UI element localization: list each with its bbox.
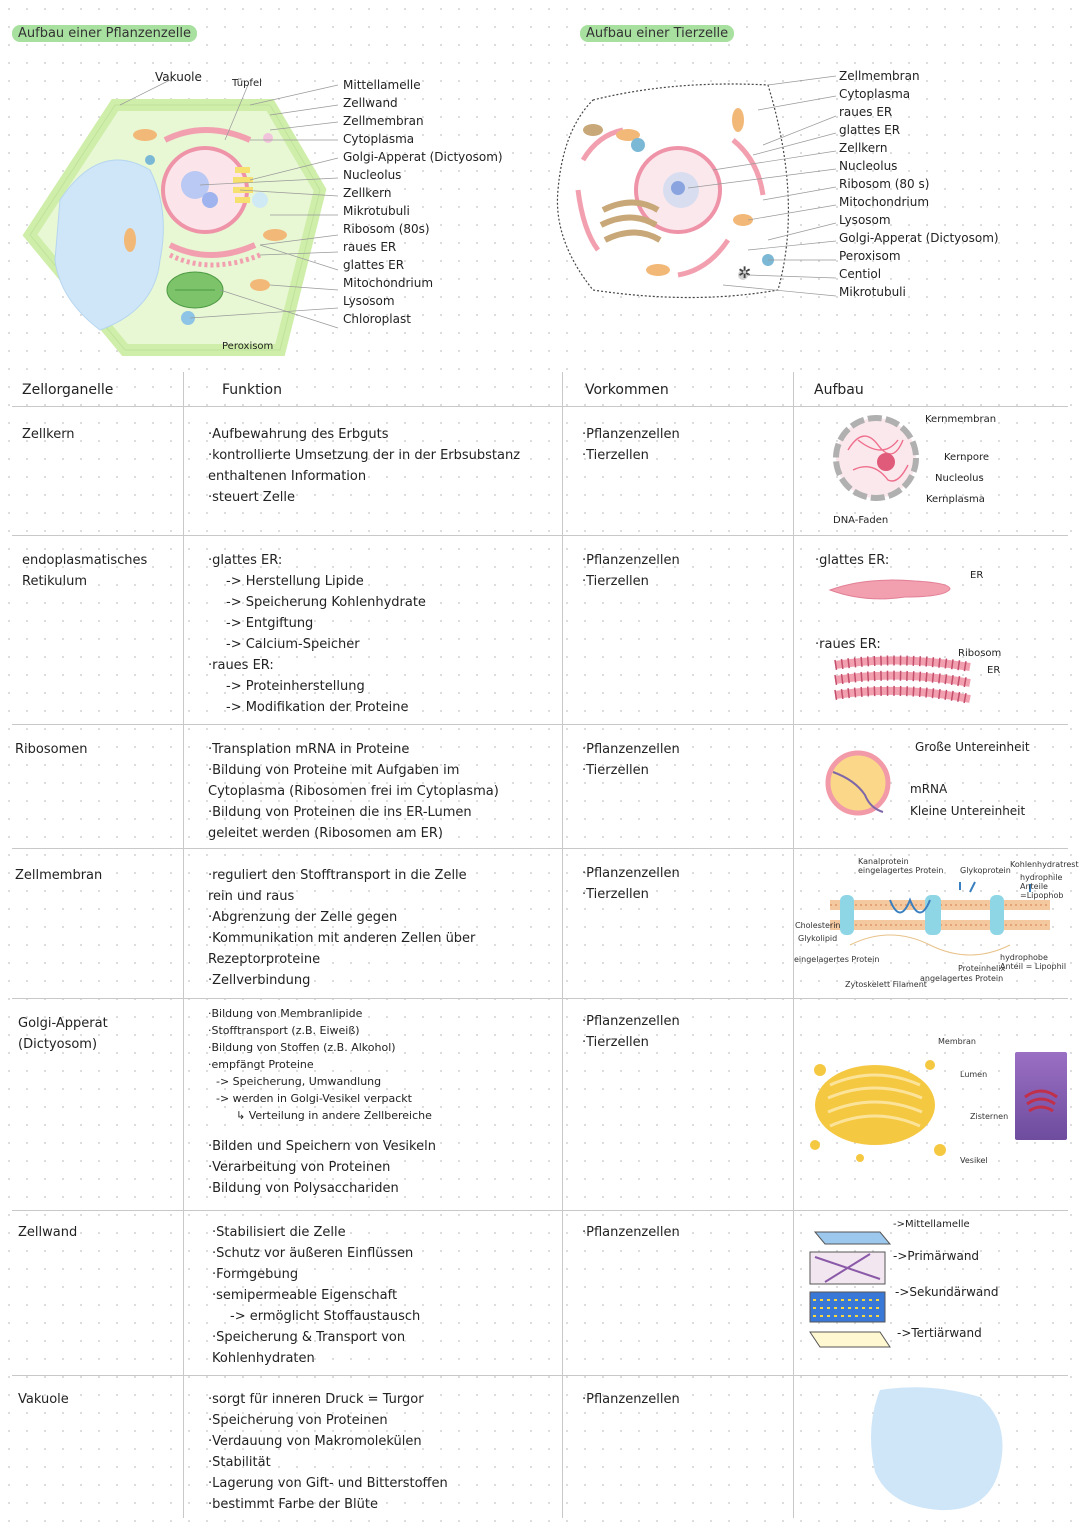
occurrence-item: ·Pflanzenzellen	[582, 866, 680, 881]
svg-text:✲: ✲	[738, 263, 752, 282]
occurrence-item: ·Tierzellen	[582, 1035, 649, 1050]
row-divider	[12, 848, 1068, 849]
row-divider	[12, 406, 1068, 407]
animal-label: Lysosom	[839, 213, 891, 227]
aufbau-label: ->Mittellamelle	[893, 1219, 970, 1230]
function-item: ·Speicherung von Proteinen	[208, 1413, 388, 1428]
function-item: -> ermöglicht Stoffaustausch	[230, 1309, 421, 1324]
function-item: ·Abgrenzung der Zelle gegen	[208, 910, 398, 925]
function-item: ·Bildung von Polysacchariden	[208, 1181, 399, 1196]
column-divider	[793, 372, 794, 1518]
function-item: ·Speicherung & Transport von	[212, 1330, 406, 1345]
plant-label: Zellwand	[343, 96, 398, 110]
aufbau-label: Lumen	[960, 1070, 988, 1079]
function-item: ·reguliert den Stofftransport in die Zelle	[208, 868, 467, 883]
plant-label: Mitochondrium	[343, 276, 434, 290]
aufbau-label: hydrophobe Anteil = Lipophil	[1000, 953, 1067, 971]
function-item: ·Bildung von Proteine mit Aufgaben im	[208, 763, 460, 778]
function-item: Cytoplasma (Ribosomen frei im Cytoplasma)	[208, 784, 499, 799]
header-zellorganelle: Zellorganelle	[22, 382, 114, 398]
label-peroxisom: Peroxisom	[222, 341, 274, 352]
header-aufbau: Aufbau	[814, 382, 864, 398]
aufbau-label: Proteinhelix	[958, 964, 1006, 973]
aufbau-label: Kanalprotein	[858, 857, 909, 866]
function-item: ·Bildung von Proteinen die ins ER-Lumen	[208, 805, 472, 820]
function-item: ·Schutz vor äußeren Einflüssen	[212, 1246, 414, 1261]
animal-label: Golgi-Apperat (Dictyosom)	[839, 231, 999, 245]
function-item: ·Bildung von Stoffen (z.B. Alkohol)	[208, 1041, 396, 1054]
aufbau-label: eingelagertes Protein	[858, 866, 944, 875]
function-item: Rezeptorproteine	[208, 952, 321, 967]
row-divider	[12, 1375, 1068, 1376]
organelle-name: Vakuole	[18, 1392, 69, 1407]
occurrence-item: ·Tierzellen	[582, 763, 649, 778]
function-list	[212, 1222, 420, 1369]
occurrence-item: ·Pflanzenzellen	[582, 1225, 680, 1240]
function-list	[208, 865, 475, 991]
aufbau-label: ·raues ER:	[815, 637, 881, 652]
function-item: ·Bilden und Speichern von Vesikeln	[208, 1139, 436, 1154]
organelle-name: Zellwand	[18, 1225, 78, 1240]
occurrence-list	[582, 1389, 680, 1410]
aufbau-label: Cholesterin	[795, 921, 841, 930]
animal-label: Zellkern	[839, 141, 888, 155]
aufbau-label: Nucleolus	[935, 473, 984, 484]
function-list	[208, 550, 426, 718]
occurrence-item: ·Tierzellen	[582, 574, 649, 589]
aufbau-label: ->Primärwand	[893, 1249, 980, 1263]
animal-label: glattes ER	[839, 123, 901, 137]
function-item: Kohlenhydraten	[212, 1351, 315, 1366]
function-item: rein und raus	[208, 889, 295, 904]
animal-label: Cytoplasma	[839, 87, 911, 101]
function-item: ·empfängt Proteine	[208, 1058, 314, 1071]
function-item: -> Speicherung Kohlenhydrate	[226, 595, 426, 610]
plant-label: Golgi-Apperat (Dictyosom)	[343, 150, 503, 164]
function-item: -> Proteinherstellung	[226, 679, 365, 694]
function-item: ·semipermeable Eigenschaft	[212, 1288, 398, 1303]
aufbau-label: ER	[987, 665, 1001, 676]
occurrence-item: ·Tierzellen	[582, 887, 649, 902]
function-list	[208, 1389, 448, 1515]
function-item: -> Calcium-Speicher	[226, 637, 360, 652]
animal-cell-title: Aufbau einer Tierzelle	[580, 25, 734, 42]
aufbau-label: Kernpore	[944, 452, 989, 463]
occurrence-list	[582, 424, 680, 466]
function-item: ·Lagerung von Gift- und Bitterstoffen	[208, 1476, 448, 1491]
function-list	[208, 424, 520, 508]
nucleus-illustration	[828, 410, 928, 510]
function-item: -> werden in Golgi-Vesikel verpackt	[216, 1092, 412, 1105]
animal-label: Ribosom (80 s)	[839, 177, 930, 191]
golgi-reference-image	[1015, 1052, 1067, 1140]
function-item: geleitet werden (Ribosomen am ER)	[208, 826, 443, 841]
function-item: ·Verdauung von Makromolekülen	[208, 1434, 422, 1449]
function-item: ·raues ER:	[208, 658, 274, 673]
function-item: ·Aufbewahrung des Erbguts	[208, 427, 389, 442]
aufbau-label: Vesikel	[960, 1156, 988, 1165]
aufbau-label: angelagertes Protein	[920, 974, 1004, 983]
aufbau-label: ER	[970, 570, 984, 581]
function-item: ·glattes ER:	[208, 553, 283, 568]
function-item: ·Kommunikation mit anderen Zellen über	[208, 931, 476, 946]
animal-label: raues ER	[839, 105, 893, 119]
aufbau-label: Glykoprotein	[960, 866, 1011, 875]
function-item: ·Stabilisiert die Zelle	[212, 1225, 346, 1240]
animal-label: Centiol	[839, 267, 882, 281]
aufbau-label: Große Untereinheit	[915, 740, 1030, 754]
function-item: ·Stofftransport (z.B. Eiweiß)	[208, 1024, 360, 1037]
organelle-name: endoplasmatisches Retikulum	[22, 553, 148, 589]
function-item: -> Modifikation der Proteine	[226, 700, 409, 715]
aufbau-label: ->Tertiärwand	[897, 1326, 982, 1340]
label-tuepfel: Tüpfel	[232, 78, 262, 89]
occurrence-item: ·Pflanzenzellen	[582, 1014, 680, 1029]
aufbau-label: Zytoskelett Filament	[845, 980, 927, 989]
golgi-illustration	[800, 1040, 950, 1170]
aufbau-label: ->Sekundärwand	[895, 1285, 999, 1299]
animal-cell-diagram	[553, 60, 803, 320]
plant-label: raues ER	[343, 240, 397, 254]
aufbau-label: ·glattes ER:	[815, 553, 890, 568]
aufbau-label: mRNA	[910, 782, 948, 796]
occurrence-list	[582, 1222, 680, 1243]
ribosome-illustration	[825, 750, 895, 820]
function-item: ·sorgt für inneren Druck = Turgor	[208, 1392, 424, 1407]
function-item: -> Entgiftung	[226, 616, 314, 631]
aufbau-label: hydrophile Anteile =Lipophob	[1020, 873, 1064, 900]
occurrence-item: ·Pflanzenzellen	[582, 742, 680, 757]
plant-label: Mittellamelle	[343, 78, 421, 92]
function-item: enthaltenen Information	[208, 469, 367, 484]
smooth-er-illustration	[825, 575, 955, 605]
plant-label: Nucleolus	[343, 168, 402, 182]
vacuole-illustration	[860, 1382, 1020, 1517]
function-item: -> Speicherung, Umwandlung	[216, 1075, 382, 1088]
plant-label: Mikrotubuli	[343, 204, 410, 218]
plant-label: Zellkern	[343, 186, 392, 200]
function-item: ·Stabilität	[208, 1455, 271, 1470]
occurrence-list	[582, 739, 680, 781]
occurrence-item: ·Pflanzenzellen	[582, 553, 680, 568]
function-item: ·bestimmt Farbe der Blüte	[208, 1497, 378, 1512]
aufbau-label: Ribosom	[958, 648, 1002, 659]
function-list-detail	[208, 1005, 432, 1124]
function-item: -> Herstellung Lipide	[226, 574, 364, 589]
animal-label: Peroxisom	[839, 249, 901, 263]
function-item: ·Bildung von Membranlipide	[208, 1007, 363, 1020]
occurrence-item: ·Pflanzenzellen	[582, 1392, 680, 1407]
cellwall-layers-illustration	[805, 1222, 895, 1362]
occurrence-list	[582, 550, 680, 592]
occurrence-list	[582, 863, 680, 905]
function-item: ·Verarbeitung von Proteinen	[208, 1160, 391, 1175]
animal-label: Zellmembran	[839, 69, 920, 83]
animal-label: Nucleolus	[839, 159, 898, 173]
row-divider	[12, 1210, 1068, 1211]
plant-label: Zellmembran	[343, 114, 424, 128]
column-divider	[183, 372, 184, 1518]
label-vakuole: Vakuole	[155, 70, 202, 84]
header-funktion: Funktion	[222, 382, 282, 398]
plant-cell-title: Aufbau einer Pflanzenzelle	[12, 25, 197, 42]
function-item: ·Formgebung	[212, 1267, 299, 1282]
aufbau-label: Kleine Untereinheit	[910, 804, 1026, 818]
row-divider	[12, 535, 1068, 536]
function-item: ↳ Verteilung in andere Zellbereiche	[236, 1109, 432, 1122]
plant-label-list	[343, 76, 503, 328]
plant-label: Ribosom (80s)	[343, 222, 430, 236]
organelle-name: Ribosomen	[15, 742, 88, 757]
aufbau-label: Kohlenhydratrest	[1010, 860, 1079, 869]
function-list	[208, 739, 499, 844]
animal-label: Mitochondrium	[839, 195, 930, 209]
aufbau-label: Kernmembran	[925, 414, 997, 425]
animal-label-list	[839, 67, 999, 301]
plant-label: glattes ER	[343, 258, 405, 272]
animal-label: Mikrotubuli	[839, 285, 906, 299]
organelle-name: Zellmembran	[15, 868, 103, 883]
plant-label: Cytoplasma	[343, 132, 415, 146]
plant-label: Chloroplast	[343, 312, 411, 326]
aufbau-label: DNA-Faden	[833, 515, 889, 526]
function-item: ·steuert Zelle	[208, 490, 295, 505]
plant-label: Lysosom	[343, 294, 395, 308]
aufbau-label: Zisternen	[970, 1112, 1009, 1121]
function-list	[208, 1136, 436, 1199]
aufbau-label: Membran	[938, 1037, 976, 1046]
function-item: ·kontrollierte Umsetzung der in der Erbsubstanz	[208, 448, 521, 463]
aufbau-label: Kernplasma	[926, 494, 985, 505]
aufbau-label: Glykolipid	[798, 934, 838, 943]
row-divider	[12, 998, 1068, 999]
row-divider	[12, 724, 1068, 725]
occurrence-item: ·Tierzellen	[582, 448, 649, 463]
occurrence-list	[582, 1011, 680, 1053]
column-divider	[562, 372, 563, 1518]
rough-er-illustration	[830, 655, 980, 710]
organelle-name: Zellkern	[22, 427, 75, 442]
aufbau-label: eingelagertes Protein	[794, 955, 880, 964]
plant-cell-diagram	[20, 60, 350, 350]
header-vorkommen: Vorkommen	[585, 382, 669, 398]
function-item: ·Transplation mRNA in Proteine	[208, 742, 410, 757]
function-item: ·Zellverbindung	[208, 973, 311, 988]
organelle-name: Golgi-Apperat (Dictyosom)	[18, 1016, 108, 1052]
occurrence-item: ·Pflanzenzellen	[582, 427, 680, 442]
